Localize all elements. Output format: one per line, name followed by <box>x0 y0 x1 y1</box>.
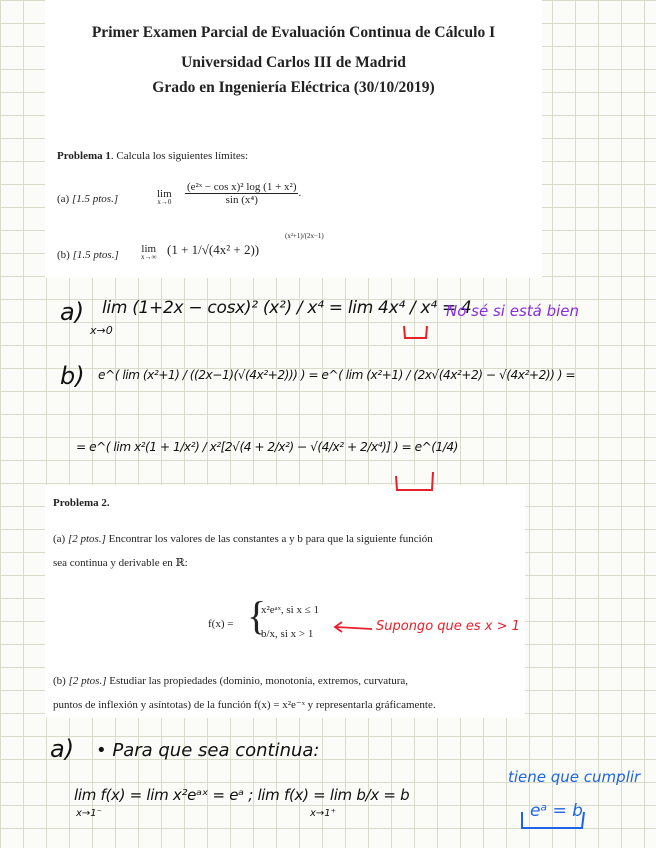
piecewise-fx: f(x) = <box>208 618 234 630</box>
problem2-b-text1: Estudiar las propiedades (dominio, monotonía, extremos, curvatura, <box>109 675 408 687</box>
red-underline-answer-a <box>404 326 427 338</box>
fraction-numerator: (e²ˣ − cos x)² log (1 + x²) <box>187 181 297 193</box>
problem2-b-line1: (b) [2 ptos.] Estudiar las propiedades (dominio, monotonía, extremos, curvatura, <box>53 675 408 687</box>
hand-a-label: a) <box>60 298 85 326</box>
hand2-a-sub1: x→1⁻ <box>76 808 102 819</box>
lim-text: lim <box>141 243 157 255</box>
problem2-a-line2: sea continua y derivable en ℝ: <box>53 557 188 569</box>
problem1-a-fraction: $\frac{\text{(e²ˣ − cos x)² log (1 + x²)}}{\text{sin (x⁴)}}$ . <box>187 181 302 206</box>
problem1-b-exponent: (x²+1)/(2x−1) <box>285 232 324 240</box>
piecewise-brace: { <box>247 593 267 638</box>
problem2-heading-text: Problema 2 <box>53 497 107 509</box>
lim-text: lim <box>157 188 172 200</box>
problem2-b-line2: puntos de inflexión y asíntotas) de la función f(x) = x²e⁻ˣ y representarla gráficamente. <box>53 699 436 711</box>
lim-subscript: x→∞ <box>141 253 157 261</box>
hand2-a-line: lim f(x) = lim x²eᵃˣ = eᵃ ; lim f(x) = lim b/x = b <box>74 786 410 804</box>
hand-a-line: lim (1+2x − cosx)² (x²) / x⁴ = lim 4x⁴ / x⁴ = 4 <box>102 298 472 318</box>
hand2-a-title: • Para que sea continua: <box>96 740 320 761</box>
exam-degree: Grado en Ingeniería Eléctrica (30/10/2019) <box>152 79 435 96</box>
hand2-a-sub2: x→1⁺ <box>310 808 336 819</box>
hand2-a-note: tiene que cumplir <box>508 768 641 786</box>
blue-box-condition <box>522 812 584 828</box>
problem2-a-line1: (a) [2 ptos.] Encontrar los valores de las constantes a y b para que la siguiente función <box>53 533 433 545</box>
hand-case-note: Supongo que es x > 1 <box>376 619 520 634</box>
fraction-denominator: sin (x⁴) <box>225 194 258 206</box>
exam-title: Primer Examen Parcial de Evaluación Continua de Cálculo I <box>91 24 496 41</box>
hand-b-line2: = e^( lim x²(1 + 1/x²) / x²[2√(4 + 2/x²) − √(4/x² + 2/x⁴)] ) = e^(1/4) <box>76 440 458 454</box>
problem1-b-label: (b) <box>57 249 70 261</box>
red-arrow-line <box>336 627 372 629</box>
problem1-b-expression: (1 + 1/√(4x² + 2)) <box>167 242 260 257</box>
red-underline-answer-b <box>396 472 433 490</box>
hand-a-note: No sé si está bien <box>446 302 580 320</box>
problem1-b-points: [1.5 ptos.] <box>72 249 119 261</box>
problem2-heading: Problema 2. <box>53 497 110 509</box>
hand-a-sub: x→0 <box>90 324 113 337</box>
hand2-a-cond: eᵃ = b <box>530 801 583 821</box>
problem2-a-points: [2 ptos.] <box>67 533 106 545</box>
problem1-a-points: [1.5 ptos.] <box>71 193 119 205</box>
hand2-a-label: a) <box>50 735 75 763</box>
problem2-b-points: [2 ptos.] <box>68 675 107 687</box>
problem1-statement: . Calcula los siguientes límites: <box>110 150 249 162</box>
problem1-heading: Problema 1 <box>57 150 111 162</box>
problem2-a-text1: Encontrar los valores de las constantes a y b para que la siguiente función <box>108 533 433 545</box>
exam-university: Universidad Carlos III de Madrid <box>181 54 406 71</box>
hand-b-line1: e^( lim (x²+1) / ((2x−1)(√(4x²+2))) ) = e^( lim (x²+1) / (2x√(4x²+2) − √(4x²+2)) ) = <box>98 368 576 382</box>
hand-b-label: b) <box>60 362 85 390</box>
piecewise-case1: x²eᵃˣ, si x ≤ 1 <box>261 604 319 616</box>
lim-subscript: x→0 <box>157 198 172 206</box>
problem1-a-label: (a) <box>57 193 70 205</box>
piecewise-case2: b/x, si x > 1 <box>261 628 314 640</box>
